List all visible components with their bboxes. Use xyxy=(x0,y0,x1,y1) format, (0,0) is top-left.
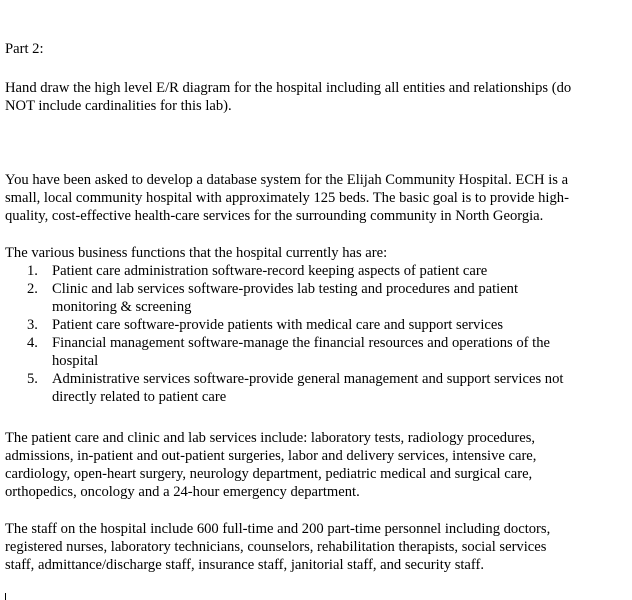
instruction-paragraph xyxy=(5,79,629,115)
list-item-line: Financial management software-manage the financial resources and operations of the xyxy=(52,335,551,351)
list-item xyxy=(5,280,629,316)
paragraph-line: orthopedics, oncology and a 24-hour emergency department. xyxy=(5,484,360,500)
paragraph-line: The patient care and clinic and lab services include: laboratory tests, radiology procedures, xyxy=(5,430,536,446)
staff-paragraph xyxy=(5,520,629,574)
paragraph-line: You have been asked to develop a database system for the Elijah Community Hospital. ECH is a xyxy=(5,172,569,188)
list-item-line: hospital xyxy=(52,353,99,369)
list-number: 3. xyxy=(27,317,38,333)
list-item-line: Patient care software-provide patients with medical care and support services xyxy=(52,317,504,333)
paragraph-line: The various business functions that the hospital currently has are: xyxy=(5,245,388,261)
list-item-line: monitoring & screening xyxy=(52,299,192,315)
business-functions-list xyxy=(5,262,629,406)
paragraph-line: quality, cost-effective health-care services for the surrounding community in North Georgia. xyxy=(5,208,544,224)
list-number: 2. xyxy=(27,281,38,297)
paragraph-line: admissions, in-patient and out-patient surgeries, labor and delivery services, intensive care, xyxy=(5,448,537,464)
paragraph-line: registered nurses, laboratory technicians, counselors, rehabilitation therapists, social services xyxy=(5,539,547,555)
paragraph-line: Hand draw the high level E/R diagram for the hospital including all entities and relationships (do xyxy=(5,80,572,96)
list-item-line: Clinic and lab services software-provides lab testing and procedures and patient xyxy=(52,281,519,297)
section-heading: Part 2: xyxy=(5,41,44,57)
paragraph-line: cardiology, open-heart surgery, neurology department, pediatric medical and surgical care, xyxy=(5,466,533,482)
list-number: 4. xyxy=(27,335,38,351)
list-item-line: directly related to patient care xyxy=(52,389,227,405)
list-item xyxy=(5,316,629,334)
list-item-line: Administrative services software-provide general management and support services not xyxy=(52,371,564,387)
paragraph-line: The staff on the hospital include 600 full-time and 200 part-time personnel including doctors, xyxy=(5,521,551,537)
services-paragraph xyxy=(5,429,629,501)
paragraph-line: NOT include cardinalities for this lab). xyxy=(5,98,232,114)
text-cursor[interactable] xyxy=(5,593,6,600)
list-number: 1. xyxy=(27,263,38,279)
list-item xyxy=(5,262,629,280)
functions-intro-paragraph xyxy=(5,244,629,262)
list-item xyxy=(5,334,629,370)
list-number: 5. xyxy=(27,371,38,387)
list-item xyxy=(5,370,629,406)
intro-paragraph xyxy=(5,171,629,225)
paragraph-line: staff, admittance/discharge staff, insurance staff, janitorial staff, and security staff. xyxy=(5,557,485,573)
list-item-line: Patient care administration software-record keeping aspects of patient care xyxy=(52,263,488,279)
paragraph-line: small, local community hospital with approximately 125 beds. The basic goal is to provide high- xyxy=(5,190,569,206)
